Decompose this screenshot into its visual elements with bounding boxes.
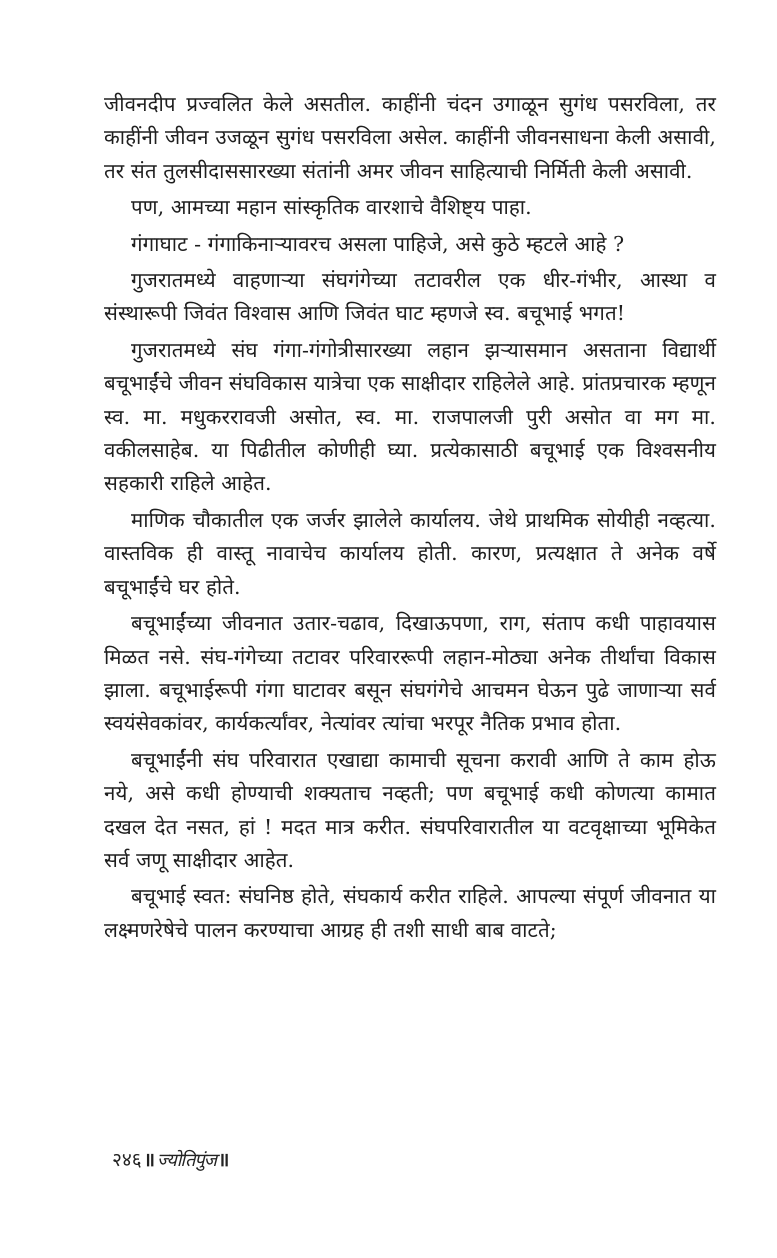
paragraph: गुजरातमध्ये संघ गंगा-गंगोत्रीसारख्या लहान झऱ्यासमान असताना विद्यार्थी बचूभाईंचे जीवन संघविकास यात्रेचा एक साक्षीदार राहिलेले आहे. प्रांतप्रचारक म्हणून स्व. मा. मधुकररावजी असोत, स्व. मा. राजपालजी पुरी असोत वा मग मा. वकीलसाहेब. या पिढीतील कोणीही घ्या. प्रत्येकासाठी बचूभाई एक विश्वसनीय सहकारी राहिले आहेत.: [104, 337, 716, 496]
paragraph: बचूभाईंच्या जीवनात उतार-चढाव, दिखाऊपणा, राग, संताप कधी पाहावयास मिळत नसे. संघ-गंगेच्या तटावर परिवाररूपी लहान-मोठ्या अनेक तीर्थांचा विकास झाला. बचूभाईरूपी गंगा घाटावर बसून संघगंगेचे आचमन घेऊन पुढे जाणाऱ्या सर्व स्वयंसेवकांवर, कार्यकर्त्यांवर, नेत्यांवर त्यांचा भरपूर नैतिक प्रभाव होता.: [104, 611, 716, 736]
footer-separator: ॥: [217, 1149, 230, 1171]
paragraph: बचूभाई स्वत: संघनिष्ठ होते, संघकार्य करीत राहिले. आपल्या संपूर्ण जीवनात या लक्ष्मणरेषेचे पालन करण्याचा आग्रह ही तशी साधी बाब वाटते;: [104, 884, 716, 942]
paragraph: जीवनदीप प्रज्वलित केले असतील. काहींनी चंदन उगाळून सुगंध पसरविला, तर काहींनी जीवन उजळून सुगंध पसरविला असेल. काहींनी जीवनसाधना केली असावी, तर संत तुलसीदाससारख्या संतांनी अमर जीवन साहित्याची निर्मिती केली असावी.: [104, 92, 716, 183]
paragraph: पण, आमच्या महान सांस्कृतिक वारशाचे वैशिष्ट्य पाहा.: [131, 195, 532, 220]
paragraph: गंगाघाट - गंगाकिनाऱ्यावरच असला पाहिजे, असे कुठे म्हटले आहे ?: [131, 231, 625, 256]
body-text: [104, 88, 716, 950]
page-footer: [112, 1146, 229, 1172]
footer-separator: ॥: [143, 1149, 156, 1171]
book-title-emblem: ज्योतिपुंज: [157, 1150, 216, 1171]
page-number: २४६: [112, 1149, 142, 1171]
paragraph: बचूभाईंनी संघ परिवारात एखाद्या कामाची सूचना करावी आणि ते काम होऊ नये, असे कधी होण्याची शक्यताच नव्हती; पण बचूभाई कधी कोणत्या कामात दखल देत नसत, हां ! मदत मात्र करीत. संघपरिवारातील या वटवृक्षाच्या भूमिकेत सर्व जणू साक्षीदार आहेत.: [104, 747, 716, 872]
paragraph: माणिक चौकातील एक जर्जर झालेले कार्यालय. जेथे प्राथमिक सोयीही नव्हत्या. वास्तविक ही वास्तू नावाचेच कार्यालय होती. कारण, प्रत्यक्षात ते अनेक वर्षे बचूभाईंचे घर होते.: [104, 507, 716, 599]
paragraph: गुजरातमध्ये वाहणाऱ्या संघगंगेच्या तटावरील एक धीर-गंभीर, आस्था व संस्थारूपी जिवंत विश्वास आणि जिवंत घाट म्हणजे स्व. बचूभाई भगत!: [104, 268, 716, 326]
